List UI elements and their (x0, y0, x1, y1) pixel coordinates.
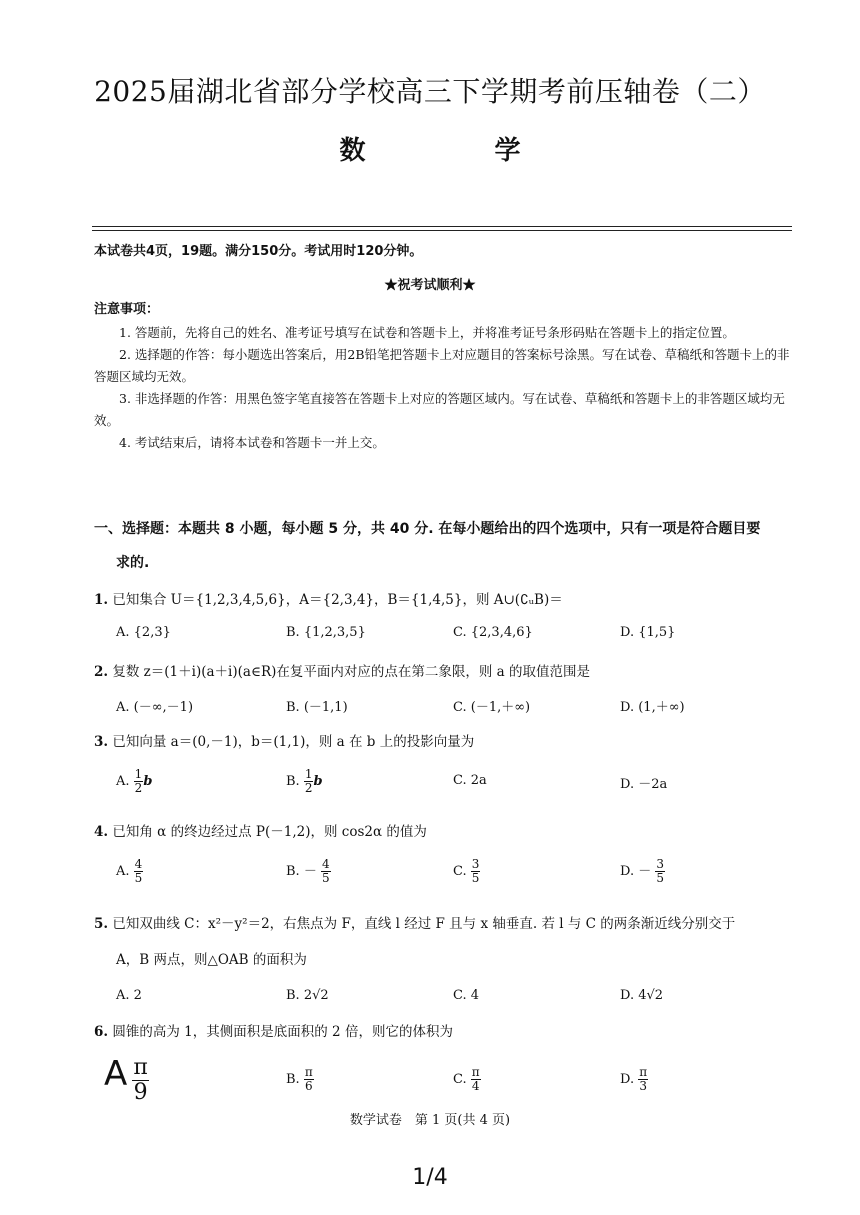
notice-list (94, 322, 794, 454)
exam-meta: 本试卷共4页，19题。满分150分。考试用时120分钟。 (94, 244, 423, 259)
option-a-handwritten: A $\frac{\pi}{9}$ (104, 1054, 148, 1105)
question-number: 3. (94, 734, 109, 750)
notice-item: 3. 非选择题的作答：用黑色签字笔直接答在答题卡上对应的答题区域内。写在试卷、草稿纸和答题卡上的非答题区域均无效。 (94, 391, 785, 428)
question-stem-continued: A，B 两点，则△OAB 的面积为 (116, 952, 307, 968)
fraction: $\frac{\pi}{6}$ (304, 1065, 313, 1093)
fraction: $\frac{\pi}{9}$ (133, 1055, 148, 1105)
option-b: B. － $\frac{4}{5}$ (286, 857, 330, 885)
fraction: $\frac{3}{5}$ (471, 857, 480, 885)
option-b: B. 2√2 (286, 988, 329, 1003)
question-5 (94, 912, 804, 932)
fraction: $\frac{1}{2}$ (134, 767, 143, 795)
page-indicator: 1/4 (412, 1165, 448, 1190)
option-c: C. {2,3,4,6} (453, 625, 533, 640)
fraction: $\frac{4}{5}$ (134, 857, 143, 885)
question-4 (94, 820, 804, 840)
option-b: B. {1,2,3,5} (286, 625, 366, 640)
question-stem: 复数 z＝(1＋i)(a＋i)(a∈R)在复平面内对应的点在第二象限，则 a 的取值范围是 (112, 664, 591, 680)
notice-item: 1. 答题前，先将自己的姓名、准考证号填写在试卷和答题卡上，并将准考证号条形码贴在答题卡上的指定位置。 (119, 325, 735, 340)
question-number: 6. (94, 1024, 109, 1040)
divider-top (92, 226, 792, 227)
question-number: 1. (94, 592, 109, 608)
option-c: C. (－1,＋∞) (453, 700, 531, 715)
notice-item: 2. 选择题的作答：每小题选出答案后，用2B铅笔把答题卡上对应题目的答案标号涂黑。写在试卷、草稿纸和答题卡上的非答题区域均无效。 (94, 347, 790, 384)
question-1 (94, 588, 804, 608)
wish-banner: ★祝考试顺利★ (384, 278, 476, 293)
fraction: $\frac{\pi}{4}$ (471, 1065, 480, 1093)
option-a: A. 2 (116, 988, 142, 1003)
question-stem: 已知角 α 的终边经过点 P(－1,2)，则 cos2α 的值为 (112, 824, 427, 840)
exam-title: 2025届湖北省部分学校高三下学期考前压轴卷（二） (94, 75, 766, 108)
question-number: 4. (94, 824, 109, 840)
section-heading (94, 512, 804, 580)
fraction: $\frac{4}{5}$ (321, 857, 330, 885)
divider-bottom (92, 230, 792, 231)
option-d: D. － $\frac{3}{5}$ (620, 857, 665, 885)
section-line-1: 一、选择题：本题共 8 小题，每小题 5 分，共 40 分. 在每小题给出的四个选项中，只有一项是符合题目要 (94, 521, 761, 537)
fraction: $\frac{3}{5}$ (656, 857, 665, 885)
fraction: $\frac{1}{2}$ (304, 767, 313, 795)
question-stem: 圆锥的高为 1，其侧面积是底面积的 2 倍，则它的体积为 (112, 1024, 453, 1040)
option-c: C. 4 (453, 988, 480, 1003)
option-a: A. $\frac{1}{2}$ b (116, 767, 153, 795)
question-number: 2. (94, 664, 109, 680)
option-a: A. {2,3} (116, 625, 171, 640)
question-stem: 已知双曲线 C：x²－y²＝2，右焦点为 F，直线 l 经过 F 且与 x 轴垂直. 若 l 与 C 的两条渐近线分别交于 (112, 916, 736, 932)
fraction: $\frac{\pi}{3}$ (639, 1065, 648, 1093)
option-b: B. $\frac{1}{2}$ b (286, 767, 323, 795)
option-c: C. $\frac{3}{5}$ (453, 857, 480, 885)
option-d: D. (1,＋∞) (620, 700, 685, 715)
option-d: D. {1,5} (620, 625, 676, 640)
option-d: D. $\frac{\pi}{3}$ (620, 1065, 648, 1093)
option-b: B. $\frac{\pi}{6}$ (286, 1065, 313, 1093)
question-6 (94, 1020, 804, 1040)
question-2 (94, 660, 804, 680)
question-3 (94, 730, 804, 750)
section-line-2: 求的. (116, 555, 150, 571)
question-stem: 已知集合 U＝{1,2,3,4,5,6}，A＝{2,3,4}，B＝{1,4,5}，则 A∪(∁ᵤB)＝ (112, 592, 563, 608)
notice-item: 4. 考试结束后，请将本试卷和答题卡一并上交。 (119, 435, 385, 450)
option-b: B. (－1,1) (286, 700, 348, 715)
question-number: 5. (94, 916, 109, 932)
subject-heading: 数 学 (339, 136, 581, 166)
page-footer: 数学试卷 第 1 页(共 4 页) (349, 1113, 511, 1128)
notice-title: 注意事项： (94, 302, 160, 317)
option-a: A. (－∞,－1) (116, 700, 194, 715)
question-stem: 已知向量 a＝(0,－1)，b＝(1,1)，则 a 在 b 上的投影向量为 (112, 734, 475, 750)
option-c: C. 2a (453, 773, 487, 788)
option-c: C. $\frac{\pi}{4}$ (453, 1065, 480, 1093)
option-d: D. －2a (620, 777, 668, 792)
option-a: A. $\frac{4}{5}$ (116, 857, 143, 885)
option-d: D. 4√2 (620, 988, 664, 1003)
